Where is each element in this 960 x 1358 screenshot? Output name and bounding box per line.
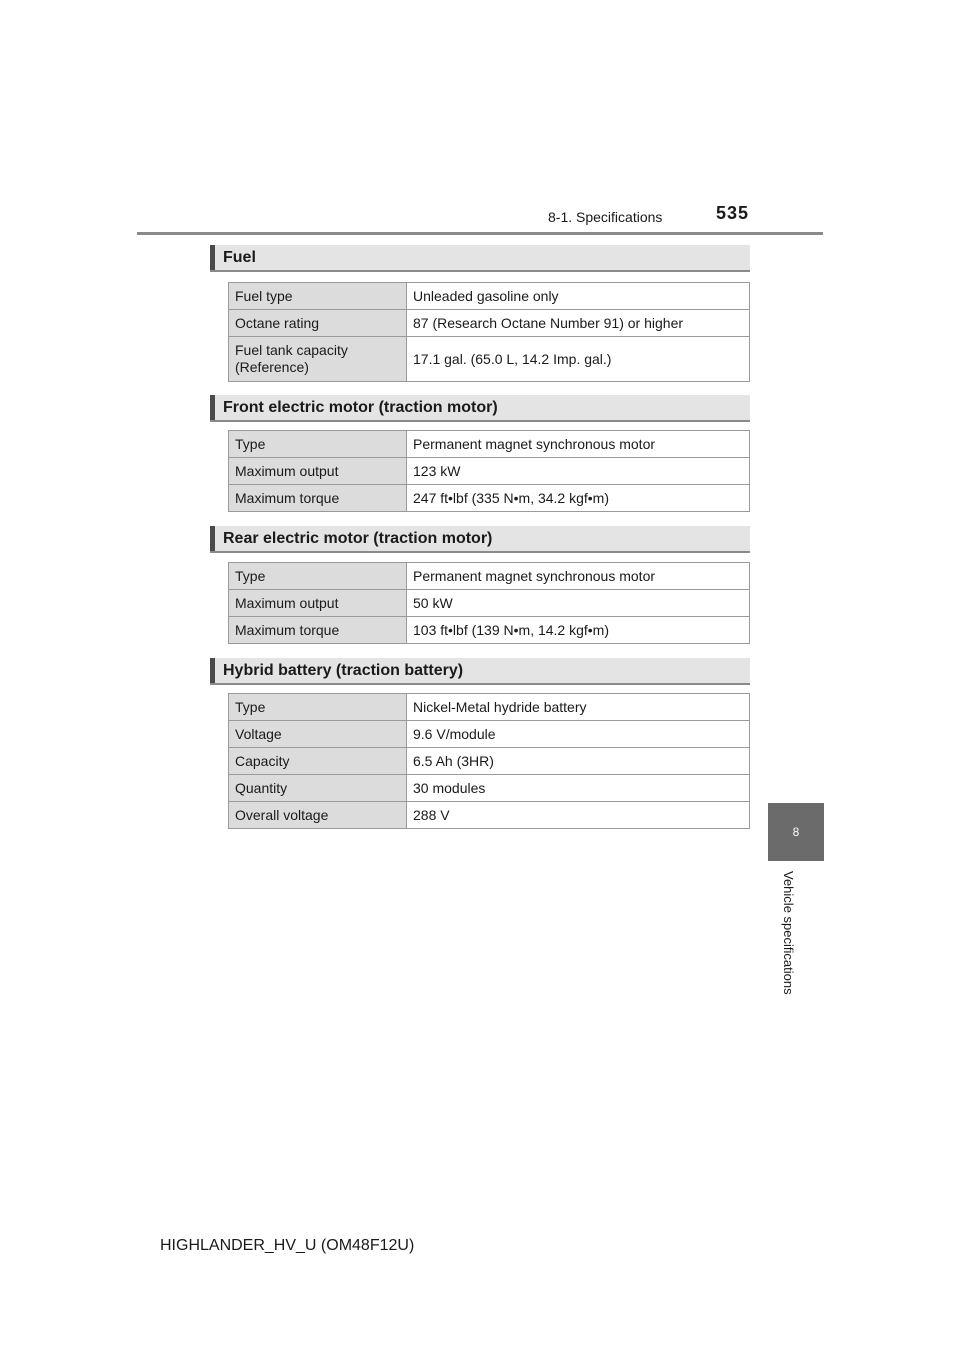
row-value: Unleaded gasoline only: [407, 283, 750, 310]
section-heading: 8-1. Specifications: [548, 209, 663, 225]
table-row: [229, 563, 750, 590]
chapter-title: Vehicle specifications: [781, 871, 796, 995]
table-row: [229, 458, 750, 485]
row-value: 9.6 V/module: [407, 721, 750, 748]
row-label: Maximum torque: [229, 617, 407, 644]
table-row: [229, 431, 750, 458]
row-label: Capacity: [229, 748, 407, 775]
table-row: [229, 617, 750, 644]
row-value: 87 (Research Octane Number 91) or higher: [407, 310, 750, 337]
row-label: Type: [229, 431, 407, 458]
row-value: 17.1 gal. (65.0 L, 14.2 Imp. gal.): [407, 337, 750, 382]
section-bar-rear-motor: [210, 526, 750, 553]
table-row: [229, 337, 750, 382]
row-value: Permanent magnet synchronous motor: [407, 431, 750, 458]
table-row: [229, 590, 750, 617]
row-label: Quantity: [229, 775, 407, 802]
row-value: 123 kW: [407, 458, 750, 485]
row-value: Permanent magnet synchronous motor: [407, 563, 750, 590]
row-value: 103 ft•lbf (139 N•m, 14.2 kgf•m): [407, 617, 750, 644]
chapter-number: 8: [792, 825, 800, 839]
section-title: Fuel: [223, 249, 256, 266]
document-code: HIGHLANDER_HV_U (OM48F12U): [160, 1237, 415, 1254]
section-title: Front electric motor (traction motor): [223, 399, 498, 416]
row-label: Maximum torque: [229, 485, 407, 512]
table-row: [229, 694, 750, 721]
section-bar-fuel: [210, 245, 750, 272]
row-label: Overall voltage: [229, 802, 407, 829]
spec-table-fuel: [228, 282, 750, 382]
row-label: Octane rating: [229, 310, 407, 337]
row-label: Maximum output: [229, 590, 407, 617]
table-row: [229, 748, 750, 775]
table-row: [229, 310, 750, 337]
row-label: Fuel tank capacity (Reference): [229, 337, 407, 382]
section-bar-front-motor: [210, 395, 750, 422]
row-value: 50 kW: [407, 590, 750, 617]
row-value: 288 V: [407, 802, 750, 829]
page-number: 535: [716, 203, 750, 223]
row-value: 6.5 Ah (3HR): [407, 748, 750, 775]
row-label: Type: [229, 563, 407, 590]
chapter-tab: [768, 803, 824, 861]
section-bar-hybrid-battery: [210, 658, 750, 685]
row-label: Maximum output: [229, 458, 407, 485]
header-rule: [137, 232, 823, 235]
table-row: [229, 775, 750, 802]
section-title: Rear electric motor (traction motor): [223, 530, 493, 547]
table-row: [229, 485, 750, 512]
row-value: 30 modules: [407, 775, 750, 802]
row-label: Type: [229, 694, 407, 721]
spec-table-rear-motor: [228, 562, 750, 644]
table-row: [229, 721, 750, 748]
spec-table-front-motor: [228, 430, 750, 512]
table-row: [229, 283, 750, 310]
row-value: Nickel-Metal hydride battery: [407, 694, 750, 721]
table-row: [229, 802, 750, 829]
spec-table-hybrid-battery: [228, 693, 750, 829]
row-label: Fuel type: [229, 283, 407, 310]
row-value: 247 ft•lbf (335 N•m, 34.2 kgf•m): [407, 485, 750, 512]
row-label: Voltage: [229, 721, 407, 748]
section-title: Hybrid battery (traction battery): [223, 662, 464, 679]
